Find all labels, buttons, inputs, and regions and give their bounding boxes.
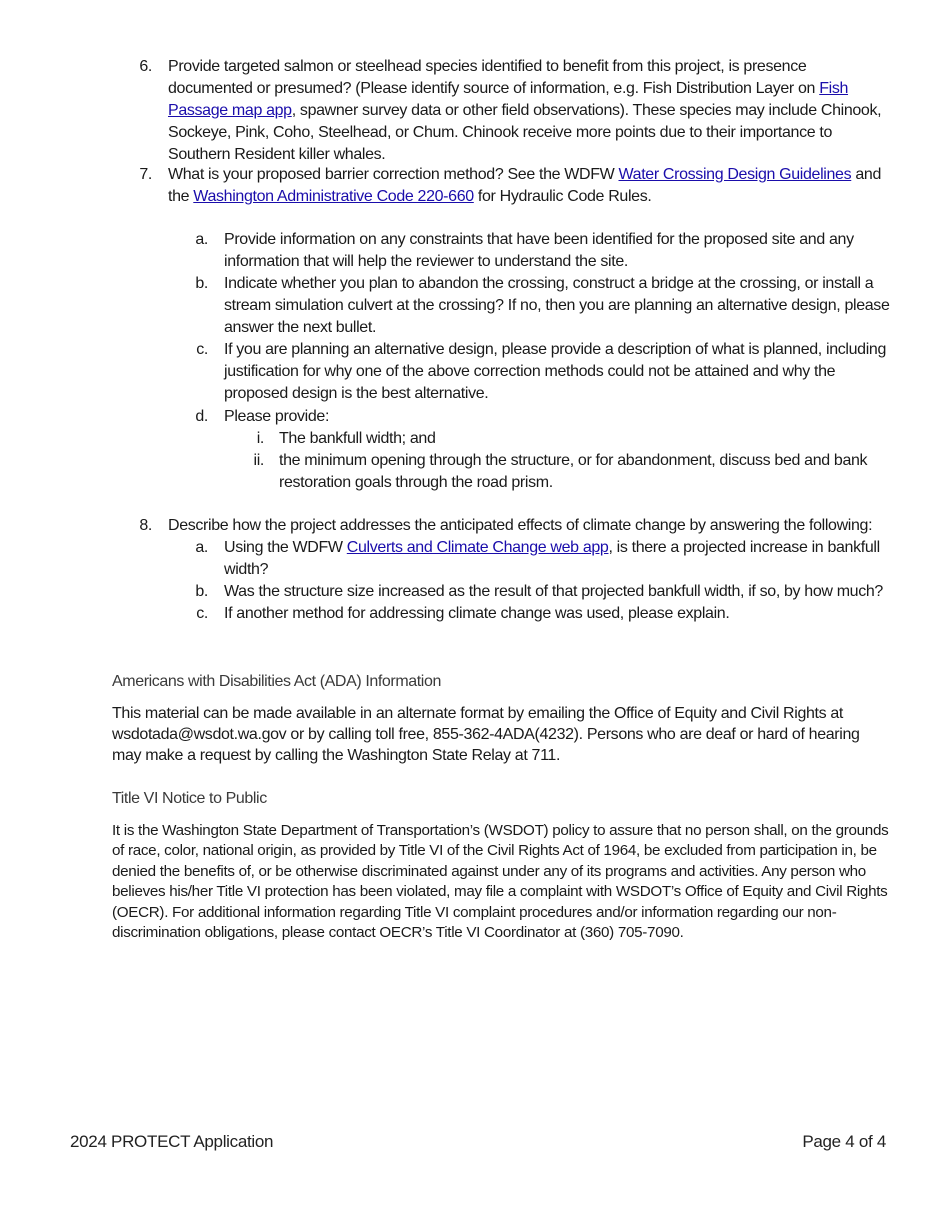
item-8b-label: b. [195, 583, 208, 600]
ada-heading: Americans with Disabilities Act (ADA) Information [112, 673, 441, 690]
item-8a-text-before: Using the WDFW [224, 539, 347, 556]
item-7b-label: b. [195, 275, 208, 292]
item-8a-text [224, 537, 884, 581]
washington-administrative-code-link[interactable]: Washington Administrative Code 220-660 [193, 188, 474, 205]
item-7d-text: Please provide: [224, 408, 330, 425]
footer-document-title: 2024 PROTECT Application [70, 1132, 274, 1151]
item-7-text-before: What is your proposed barrier correction method? See the WDFW [168, 166, 619, 183]
culverts-climate-change-link[interactable]: Culverts and Climate Change web app [346, 539, 609, 556]
title-vi-paragraph: It is the Washington State Department of Transportation’s (WSDOT) policy to assure that no person shall, on the grounds of race, color, national origin, as provided by Title VI of the Civil Rights Act of 1964, be excluded from participation in, be denied the benefits of, or be otherwise discriminated against under any of its programs and activities. Any person who believes his/her Title VI protection has been violated, may file a complaint with WSDOT’s Office of Equity and Civil Rights (OECR). For additional information regarding Title VI complaint procedures and/or information regarding our non-discrimination obligations, please contact OECR’s Title VI Coordinator at (360) 705-7090. [112, 822, 889, 942]
item-7a-label: a. [195, 231, 208, 248]
item-7b-text: Indicate whether you plan to abandon the crossing, construct a bridge at the crossing, or install a stream simulation culvert at the crossing? If no, then you are planning an alternative design, please answer the next bullet. [224, 275, 890, 336]
item-8a-text-after: , is there a projected increase in bankfull width? [224, 539, 880, 578]
item-6-text-after: , spawner survey data or other field observations). These species may include Chinook, Sockeye, Pink, Coho, Steelhead, or Chum. Chinook receive more points due to their importance to Southern Resident killer whales. [168, 102, 882, 163]
fish-passage-map-link[interactable]: Fish Passage map app [168, 80, 849, 119]
item-7-text-after: for Hydraulic Code Rules. [473, 188, 652, 205]
item-7d-ii-text: the minimum opening through the structure, or for abandonment, discuss bed and bank restoration goals through the road prism. [279, 452, 868, 491]
item-8-text: Describe how the project addresses the anticipated effects of climate change by answering the following: [168, 517, 873, 534]
item-7-text [168, 164, 890, 208]
footer-page-number: Page 4 of 4 [802, 1132, 886, 1151]
item-7d-label: d. [195, 408, 208, 425]
item-7d-i-label: i. [256, 430, 264, 447]
item-7-number: 7. [139, 166, 152, 183]
ada-paragraph: This material can be made available in an alternate format by emailing the Office of Equity and Civil Rights at wsdotada@wsdot.wa.gov or by calling toll free, 855-362-4ADA(4232). Persons who are deaf or hard of hearing may make a request by calling the Washington State Relay at 711. [112, 705, 860, 764]
item-8a-label: a. [195, 539, 208, 556]
item-6-number: 6. [139, 58, 152, 75]
item-8-number: 8. [139, 517, 152, 534]
water-crossing-design-guidelines-link[interactable]: Water Crossing Design Guidelines [618, 166, 852, 183]
item-8c-label: c. [196, 605, 208, 622]
item-7c-label: c. [196, 341, 208, 358]
item-8c-text: If another method for addressing climate change was used, please explain. [224, 605, 730, 622]
item-7d-i-text: The bankfull width; and [279, 430, 436, 447]
title-vi-heading: Title VI Notice to Public [112, 790, 267, 807]
item-7a-text: Provide information on any constraints that have been identified for the proposed site and any information that will help the reviewer to understand the site. [224, 231, 854, 270]
item-8b-text: Was the structure size increased as the result of that projected bankfull width, if so, by how much? [224, 583, 883, 600]
item-7d-ii-label: ii. [253, 452, 264, 469]
item-6-text [168, 56, 890, 166]
item-7-text-mid: and the [168, 166, 882, 205]
item-6-text-before: Provide targeted salmon or steelhead species identified to benefit from this project, is presence documented or presumed? (Please identify source of information, e.g. Fish Distribution Layer on [168, 58, 820, 97]
item-7c-text: If you are planning an alternative design, please provide a description of what is planned, including justification for why one of the above correction methods could not be attained and why the proposed design is the best alternative. [224, 341, 886, 402]
